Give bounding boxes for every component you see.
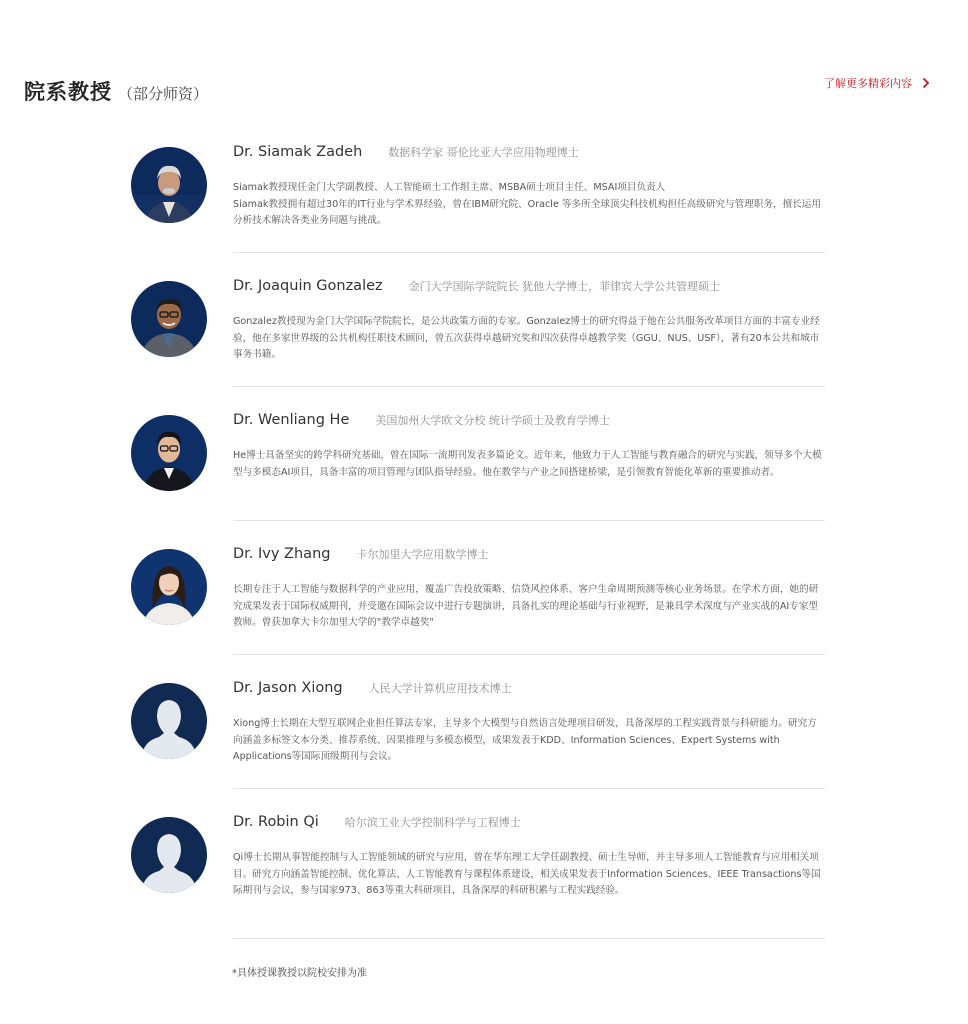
professor-credentials: 数据科学家 哥伦比亚大学应用物理博士 — [388, 146, 579, 159]
avatar — [131, 415, 207, 491]
chevron-right-icon — [922, 77, 930, 89]
professor-photo — [131, 549, 207, 625]
divider — [233, 654, 825, 655]
divider — [233, 938, 825, 939]
professor-photo — [131, 147, 207, 223]
avatar — [131, 281, 207, 357]
section-header — [24, 76, 208, 106]
professor-bio — [233, 448, 825, 481]
divider — [233, 386, 825, 387]
section-subtitle: （部分师资） — [118, 85, 209, 103]
professor-bio-text: Qi博士长期从事智能控制与人工智能领域的研究与应用，曾在华东理工大学任副教授、硕士生导师，并主导多项人工智能教育与应用相关项目。研究方向涵盖智能控制、优化算法、人工智能教育与课程体系建设，相关成果发表于Information Sciences、IEEE Transactions等国际期刊与会议，参与国家973、863等重大科研项目，具备深厚的科研积累与工程实践经验。 — [233, 852, 821, 896]
professor-name: Dr. Wenliang He — [233, 412, 350, 428]
professor-credentials: 哈尔滨工业大学控制科学与工程博士 — [344, 816, 521, 829]
section-title: 院系教授 — [24, 80, 112, 104]
professor-bio-text: Xiong博士长期在大型互联网企业担任算法专家，主导多个大模型与自然语言处理项目研发，具备深厚的工程实践背景与科研能力。研究方向涵盖多标签文本分类、推荐系统、因果推理与多模态模型，成果发表于KDD、Information Sciences、Expert Systems with Applications等国际顶级期刊与会议。 — [233, 718, 817, 762]
divider — [233, 520, 825, 521]
footnote: *具体授课教授以院校安排为准 — [232, 968, 367, 979]
avatar — [131, 817, 207, 893]
professor-credentials: 卡尔加里大学应用数学博士 — [356, 548, 489, 561]
professor-info — [233, 144, 825, 230]
professor-info — [233, 412, 825, 481]
professor-bio-text: He博士具备坚实的跨学科研究基础，曾在国际一流期刊发表多篇论文。近年来，他致力于人工智能与教育融合的研究与实践，领导多个大模型与多模态AI项目，具备丰富的项目管理与团队指导经验。他在教学与产业之间搭建桥梁，是引领教育智能化革新的重要推动者。 — [233, 450, 822, 478]
avatar — [131, 549, 207, 625]
professor-name: Dr. Jason Xiong — [233, 680, 343, 696]
professor-credentials: 美国加州大学欧文分校 统计学硕士及教育学博士 — [375, 414, 610, 427]
professor-info — [233, 680, 825, 766]
professor-bio-text: Gonzalez教授现为金门大学国际学院院长，是公共政策方面的专家。Gonzalez博士的研究得益于他在公共服务改革项目方面的丰富专业经验，他在多家世界级的公共机构任职技术顾问，曾五次获得卓越研究奖和四次获得卓越教学奖（GGU、NUS、USF），著有20本公共和城市事务书籍。 — [233, 316, 820, 360]
professor-info — [233, 814, 825, 900]
professor-bio-text: 长期专注于人工智能与数据科学的产业应用，覆盖广告投放策略、信贷风控体系、客户生命周期预测等核心业务场景。在学术方面，她的研究成果发表于国际权威期刊，并受邀在国际会议中进行专题演讲，具备扎实的理论基础与行业视野，是兼具学术深度与产业实战的AI专家型教师。曾获加拿大卡尔加里大学的"教学卓越奖" — [233, 584, 819, 628]
professor-bio — [233, 850, 825, 900]
divider — [233, 788, 825, 789]
professor-photo — [131, 415, 207, 491]
professor-name: Dr. Robin Qi — [233, 814, 319, 830]
professor-credentials: 金门大学国际学院院长 犹他大学博士，菲律宾大学公共管理硕士 — [408, 280, 721, 293]
professor-bio — [233, 716, 825, 766]
professor-name: Dr. Ivy Zhang — [233, 546, 331, 562]
professor-bio — [233, 582, 825, 632]
avatar — [131, 147, 207, 223]
avatar — [131, 683, 207, 759]
professor-name: Dr. Joaquin Gonzalez — [233, 278, 383, 294]
professor-name: Dr. Siamak Zadeh — [233, 144, 363, 160]
avatar-placeholder-icon — [131, 817, 207, 893]
more-content-link[interactable] — [824, 75, 930, 91]
professor-photo — [131, 281, 207, 357]
professor-bio — [233, 314, 825, 364]
avatar-placeholder-icon — [131, 683, 207, 759]
professor-credentials: 人民大学计算机应用技术博士 — [368, 682, 512, 695]
professor-info — [233, 546, 825, 632]
divider — [233, 252, 825, 253]
more-link-label: 了解更多精彩内容 — [824, 77, 912, 90]
professor-info — [233, 278, 825, 364]
professor-bio-text: Siamak教授现任金门大学副教授、人工智能硕士工作组主席、MSBA硕士项目主任、MSAI项目负责人 Siamak教授拥有超过30年的IT行业与学术界经验，曾在IBM研究院、Oracle 等多所全球顶尖科技机构担任高级研究与管理职务，擅长运用分析技术解决各类业务问题与挑战。 — [233, 182, 821, 226]
professor-bio — [233, 180, 825, 230]
